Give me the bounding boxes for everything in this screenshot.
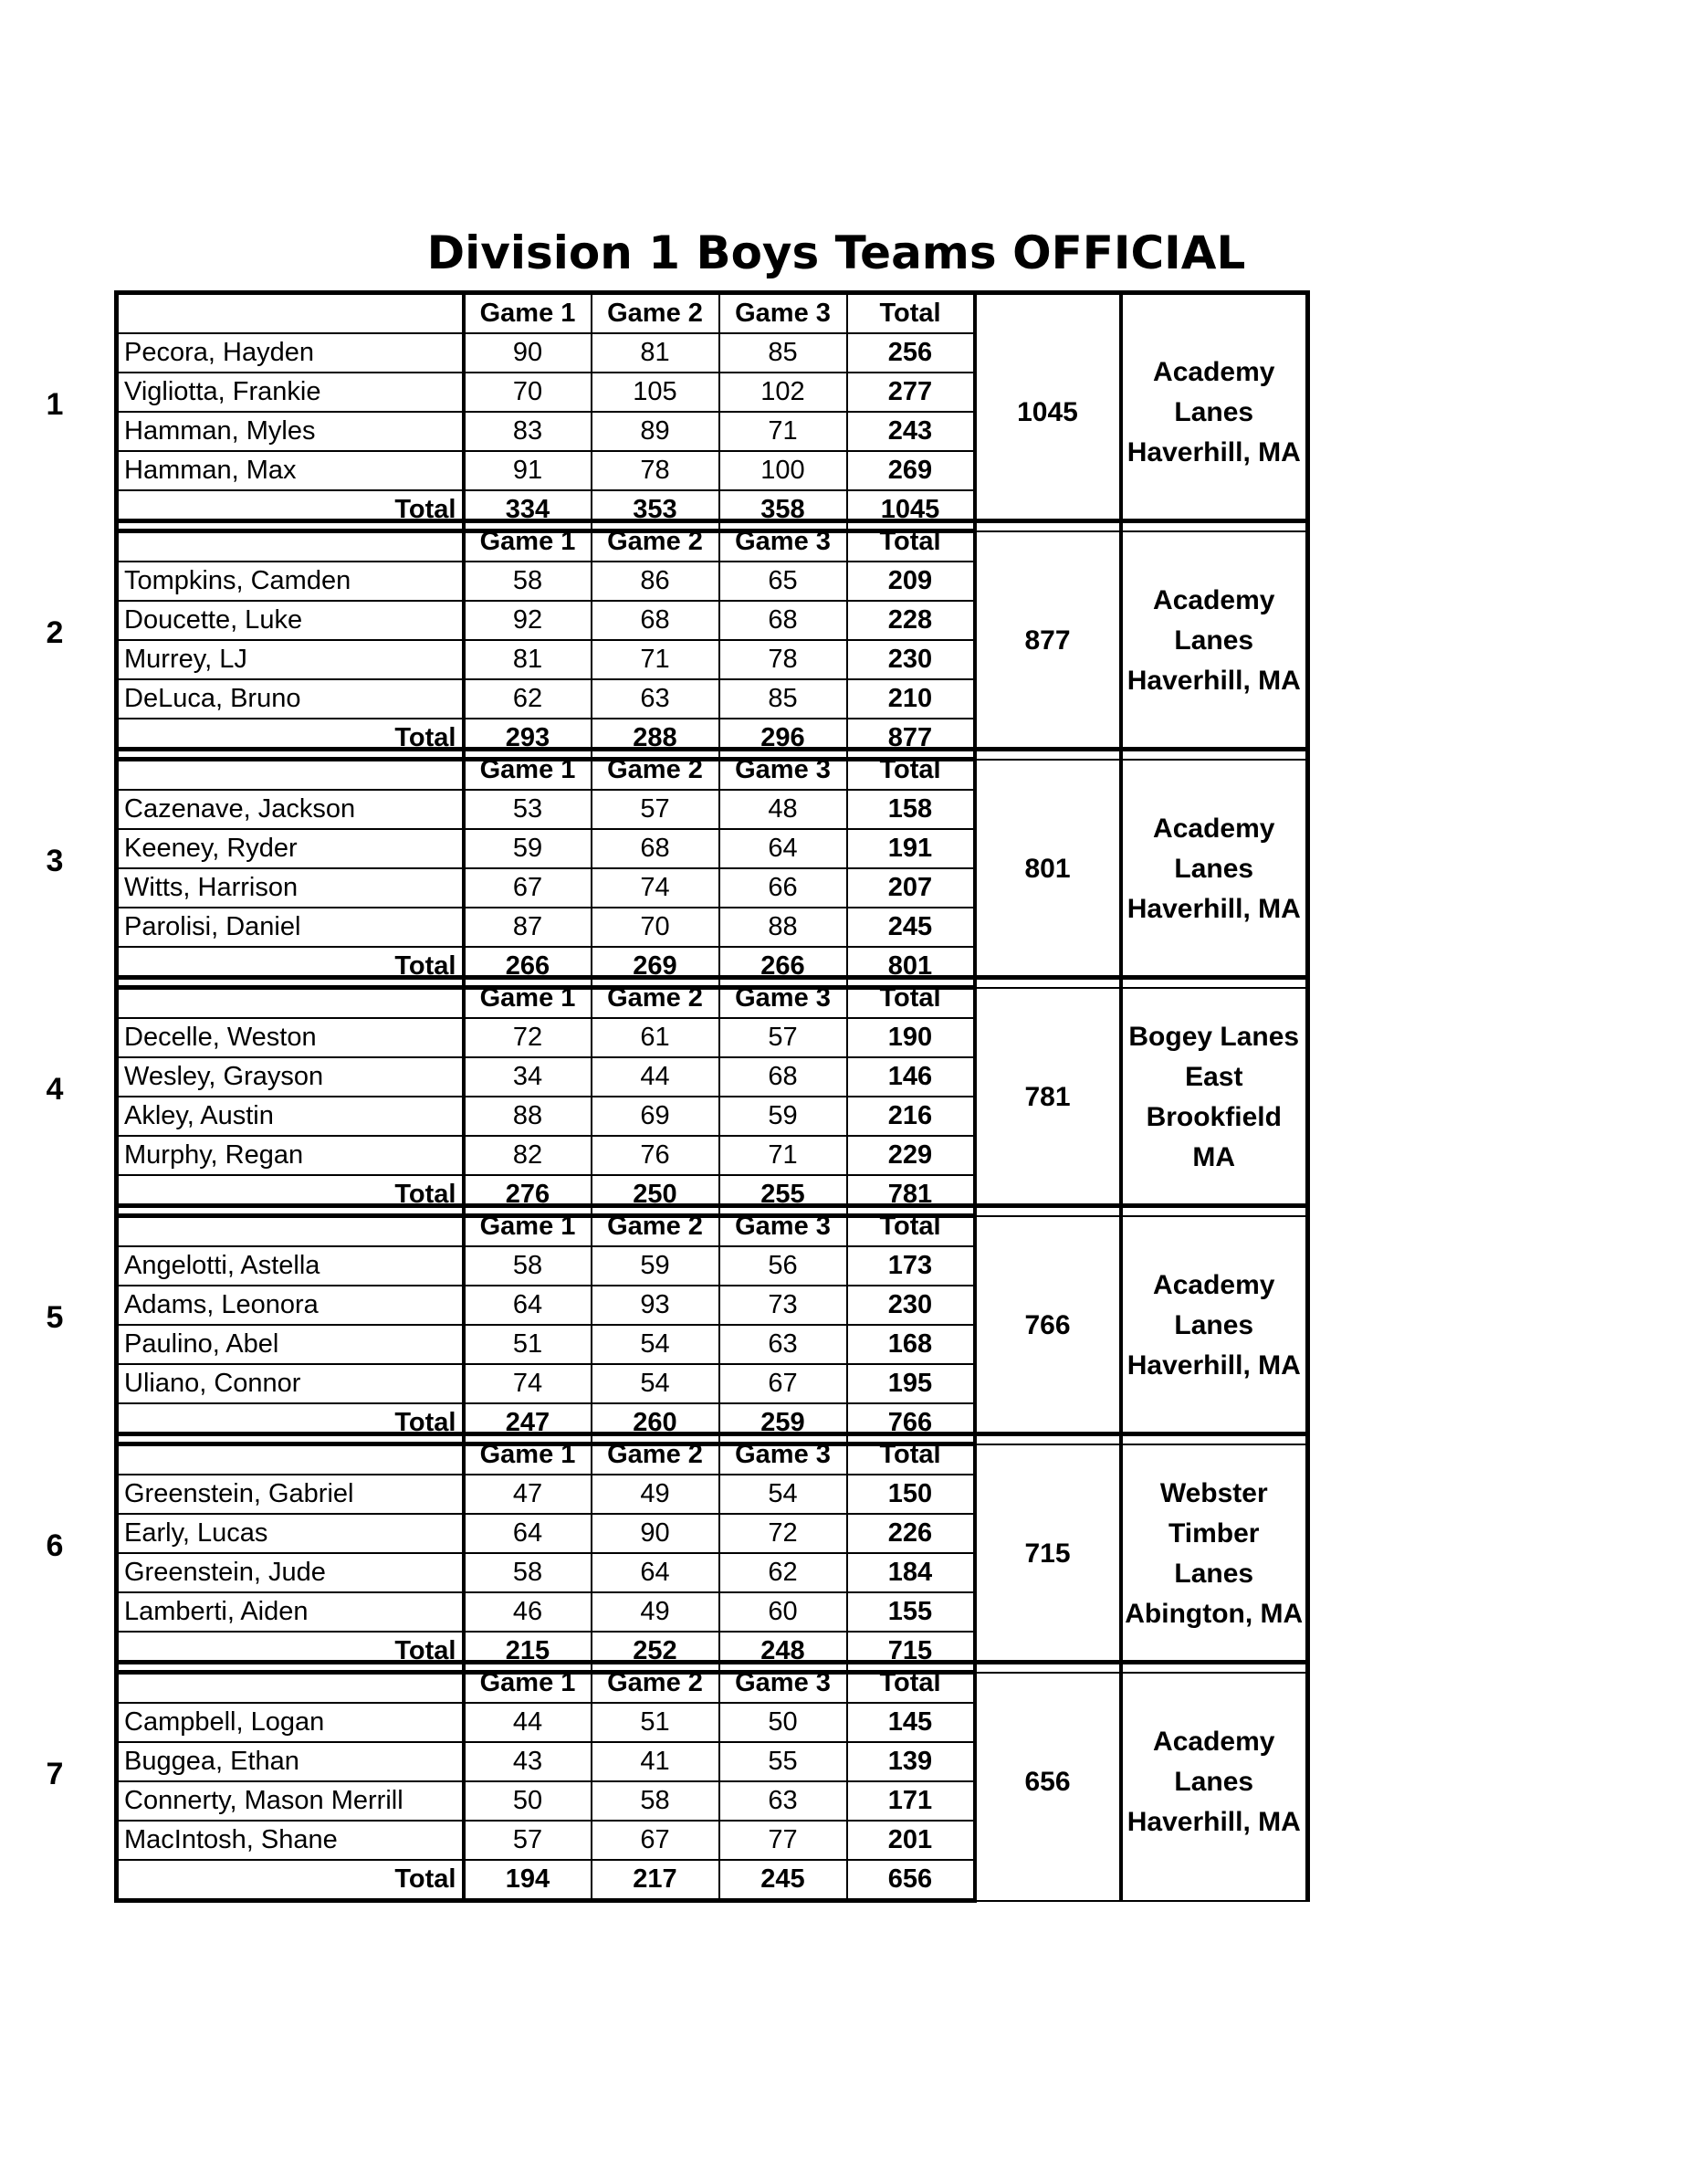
player-game-1: 58 — [464, 1246, 592, 1286]
header-game-3: Game 3 — [719, 750, 847, 791]
team-score-table — [114, 1432, 1310, 1675]
venue-line: Academy Lanes — [1153, 1726, 1275, 1797]
header-row — [117, 1206, 1308, 1247]
header-row — [117, 293, 1308, 334]
header-game-3: Game 3 — [719, 521, 847, 562]
total-label: Total — [117, 1860, 464, 1901]
player-game-2: 74 — [592, 868, 719, 908]
team-game-3-total: 245 — [719, 1860, 847, 1901]
venue-line: Abington, MA — [1125, 1598, 1304, 1629]
player-name: Murrey, LJ — [117, 640, 464, 679]
header-blank-cell — [117, 521, 464, 562]
header-game-3: Game 3 — [719, 1663, 847, 1704]
player-name: Adams, Leonora — [117, 1286, 464, 1325]
venue-line: Bogey Lanes — [1128, 1021, 1300, 1052]
team-score-table — [114, 975, 1310, 1218]
venue-line: Academy Lanes — [1153, 1269, 1275, 1340]
player-game-2: 105 — [592, 373, 719, 412]
player-game-1: 58 — [464, 1553, 592, 1592]
team-series-total: 766 — [975, 1206, 1121, 1444]
player-name: Uliano, Connor — [117, 1364, 464, 1403]
player-total: 139 — [847, 1742, 975, 1781]
player-game-3: 63 — [719, 1325, 847, 1364]
team-score-table — [114, 747, 1310, 990]
player-game-2: 41 — [592, 1742, 719, 1781]
player-game-2: 86 — [592, 562, 719, 601]
player-game-1: 90 — [464, 333, 592, 373]
player-game-2: 51 — [592, 1703, 719, 1742]
player-game-2: 58 — [592, 1781, 719, 1821]
player-name: Paulino, Abel — [117, 1325, 464, 1364]
team-game-2-total: 250 — [592, 1175, 719, 1216]
venue-line: Webster Timber — [1159, 1477, 1268, 1549]
header-game-3: Game 3 — [719, 1434, 847, 1475]
player-total: 243 — [847, 412, 975, 451]
player-total: 168 — [847, 1325, 975, 1364]
player-total: 145 — [847, 1703, 975, 1742]
player-game-2: 49 — [592, 1592, 719, 1632]
player-game-1: 81 — [464, 640, 592, 679]
player-game-1: 67 — [464, 868, 592, 908]
player-game-3: 48 — [719, 790, 847, 829]
header-game-2: Game 2 — [592, 750, 719, 791]
team-block — [0, 1203, 1687, 1437]
player-total: 207 — [847, 868, 975, 908]
header-game-3: Game 3 — [719, 978, 847, 1019]
team-grand-total: 766 — [847, 1403, 975, 1444]
team-score-table — [114, 290, 1310, 533]
player-name: Witts, Harrison — [117, 868, 464, 908]
player-game-2: 54 — [592, 1325, 719, 1364]
venue-line: Academy Lanes — [1153, 356, 1275, 427]
player-game-1: 43 — [464, 1742, 592, 1781]
player-name: Tompkins, Camden — [117, 562, 464, 601]
header-row — [117, 521, 1308, 562]
header-blank-cell — [117, 1663, 464, 1704]
player-name: Greenstein, Gabriel — [117, 1475, 464, 1514]
player-game-2: 76 — [592, 1136, 719, 1175]
header-total: Total — [847, 1663, 975, 1704]
team-game-3-total: 255 — [719, 1175, 847, 1216]
player-game-1: 74 — [464, 1364, 592, 1403]
player-total: 171 — [847, 1781, 975, 1821]
player-game-1: 70 — [464, 373, 592, 412]
team-score-table — [114, 1660, 1310, 1903]
header-game-1: Game 1 — [464, 521, 592, 562]
team-venue — [1121, 1206, 1308, 1444]
team-block — [0, 290, 1687, 524]
player-name: Lamberti, Aiden — [117, 1592, 464, 1632]
header-game-2: Game 2 — [592, 1663, 719, 1704]
team-game-2-total: 217 — [592, 1860, 719, 1901]
total-label: Total — [117, 1403, 464, 1444]
player-game-3: 63 — [719, 1781, 847, 1821]
player-game-2: 70 — [592, 908, 719, 947]
player-game-2: 89 — [592, 412, 719, 451]
header-game-2: Game 2 — [592, 293, 719, 334]
team-score-table — [114, 519, 1310, 761]
header-row — [117, 978, 1308, 1019]
player-name: Hamman, Max — [117, 451, 464, 490]
player-total: 245 — [847, 908, 975, 947]
team-game-1-total: 215 — [464, 1632, 592, 1673]
header-game-1: Game 1 — [464, 293, 592, 334]
team-series-total: 781 — [975, 978, 1121, 1216]
player-name: Early, Lucas — [117, 1514, 464, 1553]
player-game-1: 83 — [464, 412, 592, 451]
header-blank-cell — [117, 978, 464, 1019]
player-game-2: 78 — [592, 451, 719, 490]
team-rank: 2 — [46, 614, 64, 650]
team-venue — [1121, 1434, 1308, 1673]
header-game-1: Game 1 — [464, 750, 592, 791]
player-total: 184 — [847, 1553, 975, 1592]
player-total: 150 — [847, 1475, 975, 1514]
header-total: Total — [847, 1434, 975, 1475]
venue-line: Haverhill, MA — [1126, 436, 1301, 467]
header-blank-cell — [117, 1434, 464, 1475]
total-label: Total — [117, 719, 464, 760]
player-game-3: 85 — [719, 679, 847, 719]
team-series-total: 801 — [975, 750, 1121, 988]
header-blank-cell — [117, 750, 464, 791]
player-game-1: 87 — [464, 908, 592, 947]
team-game-2-total: 252 — [592, 1632, 719, 1673]
player-total: 230 — [847, 1286, 975, 1325]
team-block — [0, 1660, 1687, 1894]
header-game-1: Game 1 — [464, 1206, 592, 1247]
header-row — [117, 750, 1308, 791]
team-game-1-total: 266 — [464, 947, 592, 988]
team-series-total: 877 — [975, 521, 1121, 760]
team-game-3-total: 259 — [719, 1403, 847, 1444]
team-venue — [1121, 978, 1308, 1216]
player-name: Wesley, Grayson — [117, 1057, 464, 1097]
player-game-3: 68 — [719, 1057, 847, 1097]
player-game-3: 71 — [719, 412, 847, 451]
player-game-1: 53 — [464, 790, 592, 829]
team-game-2-total: 288 — [592, 719, 719, 760]
player-game-3: 54 — [719, 1475, 847, 1514]
total-label: Total — [117, 1175, 464, 1216]
header-game-1: Game 1 — [464, 1663, 592, 1704]
team-grand-total: 801 — [847, 947, 975, 988]
player-total: 230 — [847, 640, 975, 679]
player-game-2: 90 — [592, 1514, 719, 1553]
venue-line: East Brookfield MA — [1146, 1061, 1282, 1172]
total-label: Total — [117, 1632, 464, 1673]
player-name: Campbell, Logan — [117, 1703, 464, 1742]
team-game-1-total: 293 — [464, 719, 592, 760]
player-total: 256 — [847, 333, 975, 373]
player-game-1: 72 — [464, 1018, 592, 1057]
player-game-1: 57 — [464, 1821, 592, 1860]
player-total: 195 — [847, 1364, 975, 1403]
venue-line: Haverhill, MA — [1126, 893, 1301, 924]
player-game-3: 85 — [719, 333, 847, 373]
team-grand-total: 656 — [847, 1860, 975, 1901]
player-total: 229 — [847, 1136, 975, 1175]
header-total: Total — [847, 521, 975, 562]
header-game-3: Game 3 — [719, 293, 847, 334]
team-rank: 6 — [46, 1528, 64, 1563]
team-game-3-total: 358 — [719, 490, 847, 531]
page-title: Division 1 Boys Teams OFFICIAL — [426, 226, 1246, 279]
player-total: 216 — [847, 1097, 975, 1136]
player-game-2: 44 — [592, 1057, 719, 1097]
venue-line: Haverhill, MA — [1126, 1806, 1301, 1837]
total-label: Total — [117, 490, 464, 531]
player-game-1: 58 — [464, 562, 592, 601]
venue-line: Academy Lanes — [1153, 584, 1275, 656]
player-game-2: 69 — [592, 1097, 719, 1136]
player-game-1: 92 — [464, 601, 592, 640]
header-game-1: Game 1 — [464, 978, 592, 1019]
player-name: Connerty, Mason Merrill — [117, 1781, 464, 1821]
player-game-1: 34 — [464, 1057, 592, 1097]
team-game-3-total: 266 — [719, 947, 847, 988]
player-total: 155 — [847, 1592, 975, 1632]
player-game-3: 88 — [719, 908, 847, 947]
player-name: Akley, Austin — [117, 1097, 464, 1136]
header-game-2: Game 2 — [592, 1206, 719, 1247]
team-series-total: 1045 — [975, 293, 1121, 531]
player-game-3: 102 — [719, 373, 847, 412]
team-rank: 3 — [46, 843, 64, 878]
player-game-3: 78 — [719, 640, 847, 679]
team-game-1-total: 276 — [464, 1175, 592, 1216]
team-series-total: 656 — [975, 1663, 1121, 1901]
team-game-2-total: 260 — [592, 1403, 719, 1444]
player-name: Buggea, Ethan — [117, 1742, 464, 1781]
player-game-1: 44 — [464, 1703, 592, 1742]
total-label: Total — [117, 947, 464, 988]
player-game-1: 62 — [464, 679, 592, 719]
player-total: 191 — [847, 829, 975, 868]
player-name: Doucette, Luke — [117, 601, 464, 640]
header-game-2: Game 2 — [592, 1434, 719, 1475]
player-name: Pecora, Hayden — [117, 333, 464, 373]
player-game-2: 71 — [592, 640, 719, 679]
header-blank-cell — [117, 293, 464, 334]
player-total: 158 — [847, 790, 975, 829]
header-game-2: Game 2 — [592, 521, 719, 562]
venue-line: Haverhill, MA — [1126, 665, 1301, 696]
player-game-1: 59 — [464, 829, 592, 868]
team-grand-total: 1045 — [847, 490, 975, 531]
team-grand-total: 781 — [847, 1175, 975, 1216]
player-name: Greenstein, Jude — [117, 1553, 464, 1592]
team-score-table — [114, 1203, 1310, 1446]
player-game-1: 88 — [464, 1097, 592, 1136]
player-game-3: 57 — [719, 1018, 847, 1057]
player-game-2: 59 — [592, 1246, 719, 1286]
team-series-total: 715 — [975, 1434, 1121, 1673]
player-name: Vigliotta, Frankie — [117, 373, 464, 412]
player-total: 146 — [847, 1057, 975, 1097]
player-game-2: 67 — [592, 1821, 719, 1860]
team-rank: 5 — [46, 1299, 64, 1335]
header-total: Total — [847, 750, 975, 791]
team-game-3-total: 248 — [719, 1632, 847, 1673]
player-game-3: 62 — [719, 1553, 847, 1592]
team-game-1-total: 247 — [464, 1403, 592, 1444]
player-game-3: 60 — [719, 1592, 847, 1632]
player-name: Keeney, Ryder — [117, 829, 464, 868]
team-rank: 4 — [46, 1071, 64, 1107]
player-name: MacIntosh, Shane — [117, 1821, 464, 1860]
player-game-2: 93 — [592, 1286, 719, 1325]
team-venue — [1121, 1663, 1308, 1901]
team-block — [0, 975, 1687, 1209]
team-grand-total: 877 — [847, 719, 975, 760]
team-rank: 7 — [46, 1756, 64, 1791]
team-grand-total: 715 — [847, 1632, 975, 1673]
player-total: 173 — [847, 1246, 975, 1286]
player-total: 190 — [847, 1018, 975, 1057]
player-name: Angelotti, Astella — [117, 1246, 464, 1286]
player-game-3: 71 — [719, 1136, 847, 1175]
player-game-3: 56 — [719, 1246, 847, 1286]
player-game-1: 51 — [464, 1325, 592, 1364]
player-game-3: 100 — [719, 451, 847, 490]
player-game-2: 81 — [592, 333, 719, 373]
player-game-1: 46 — [464, 1592, 592, 1632]
team-block — [0, 747, 1687, 981]
player-name: Hamman, Myles — [117, 412, 464, 451]
header-total: Total — [847, 293, 975, 334]
header-game-2: Game 2 — [592, 978, 719, 1019]
player-game-2: 49 — [592, 1475, 719, 1514]
player-game-1: 47 — [464, 1475, 592, 1514]
player-total: 226 — [847, 1514, 975, 1553]
team-block — [0, 1432, 1687, 1665]
team-rank: 1 — [46, 386, 64, 422]
team-game-2-total: 269 — [592, 947, 719, 988]
player-total: 228 — [847, 601, 975, 640]
player-total: 210 — [847, 679, 975, 719]
player-game-2: 61 — [592, 1018, 719, 1057]
team-game-1-total: 194 — [464, 1860, 592, 1901]
header-row — [117, 1663, 1308, 1704]
player-game-3: 68 — [719, 601, 847, 640]
player-name: Decelle, Weston — [117, 1018, 464, 1057]
player-game-1: 82 — [464, 1136, 592, 1175]
player-game-1: 64 — [464, 1286, 592, 1325]
player-total: 277 — [847, 373, 975, 412]
player-game-3: 59 — [719, 1097, 847, 1136]
venue-line: Lanes — [1174, 1558, 1254, 1589]
header-row — [117, 1434, 1308, 1475]
player-game-3: 64 — [719, 829, 847, 868]
team-block — [0, 519, 1687, 752]
player-game-2: 57 — [592, 790, 719, 829]
team-venue — [1121, 750, 1308, 988]
team-venue — [1121, 521, 1308, 760]
team-game-3-total: 296 — [719, 719, 847, 760]
player-game-3: 66 — [719, 868, 847, 908]
header-total: Total — [847, 1206, 975, 1247]
team-venue — [1121, 293, 1308, 531]
player-name: Parolisi, Daniel — [117, 908, 464, 947]
player-game-3: 77 — [719, 1821, 847, 1860]
player-game-3: 65 — [719, 562, 847, 601]
player-total: 209 — [847, 562, 975, 601]
player-game-3: 73 — [719, 1286, 847, 1325]
header-game-1: Game 1 — [464, 1434, 592, 1475]
team-game-2-total: 353 — [592, 490, 719, 531]
player-game-1: 50 — [464, 1781, 592, 1821]
venue-line: Haverhill, MA — [1126, 1349, 1301, 1381]
team-game-1-total: 334 — [464, 490, 592, 531]
player-total: 201 — [847, 1821, 975, 1860]
player-total: 269 — [847, 451, 975, 490]
player-name: Murphy, Regan — [117, 1136, 464, 1175]
player-name: DeLuca, Bruno — [117, 679, 464, 719]
player-game-3: 67 — [719, 1364, 847, 1403]
player-game-2: 68 — [592, 601, 719, 640]
player-game-3: 72 — [719, 1514, 847, 1553]
player-game-3: 55 — [719, 1742, 847, 1781]
player-game-3: 50 — [719, 1703, 847, 1742]
header-total: Total — [847, 978, 975, 1019]
player-game-2: 68 — [592, 829, 719, 868]
venue-line: Academy Lanes — [1153, 813, 1275, 884]
header-blank-cell — [117, 1206, 464, 1247]
player-game-2: 64 — [592, 1553, 719, 1592]
player-game-1: 64 — [464, 1514, 592, 1553]
player-game-2: 63 — [592, 679, 719, 719]
player-game-1: 91 — [464, 451, 592, 490]
player-name: Cazenave, Jackson — [117, 790, 464, 829]
player-game-2: 54 — [592, 1364, 719, 1403]
header-game-3: Game 3 — [719, 1206, 847, 1247]
